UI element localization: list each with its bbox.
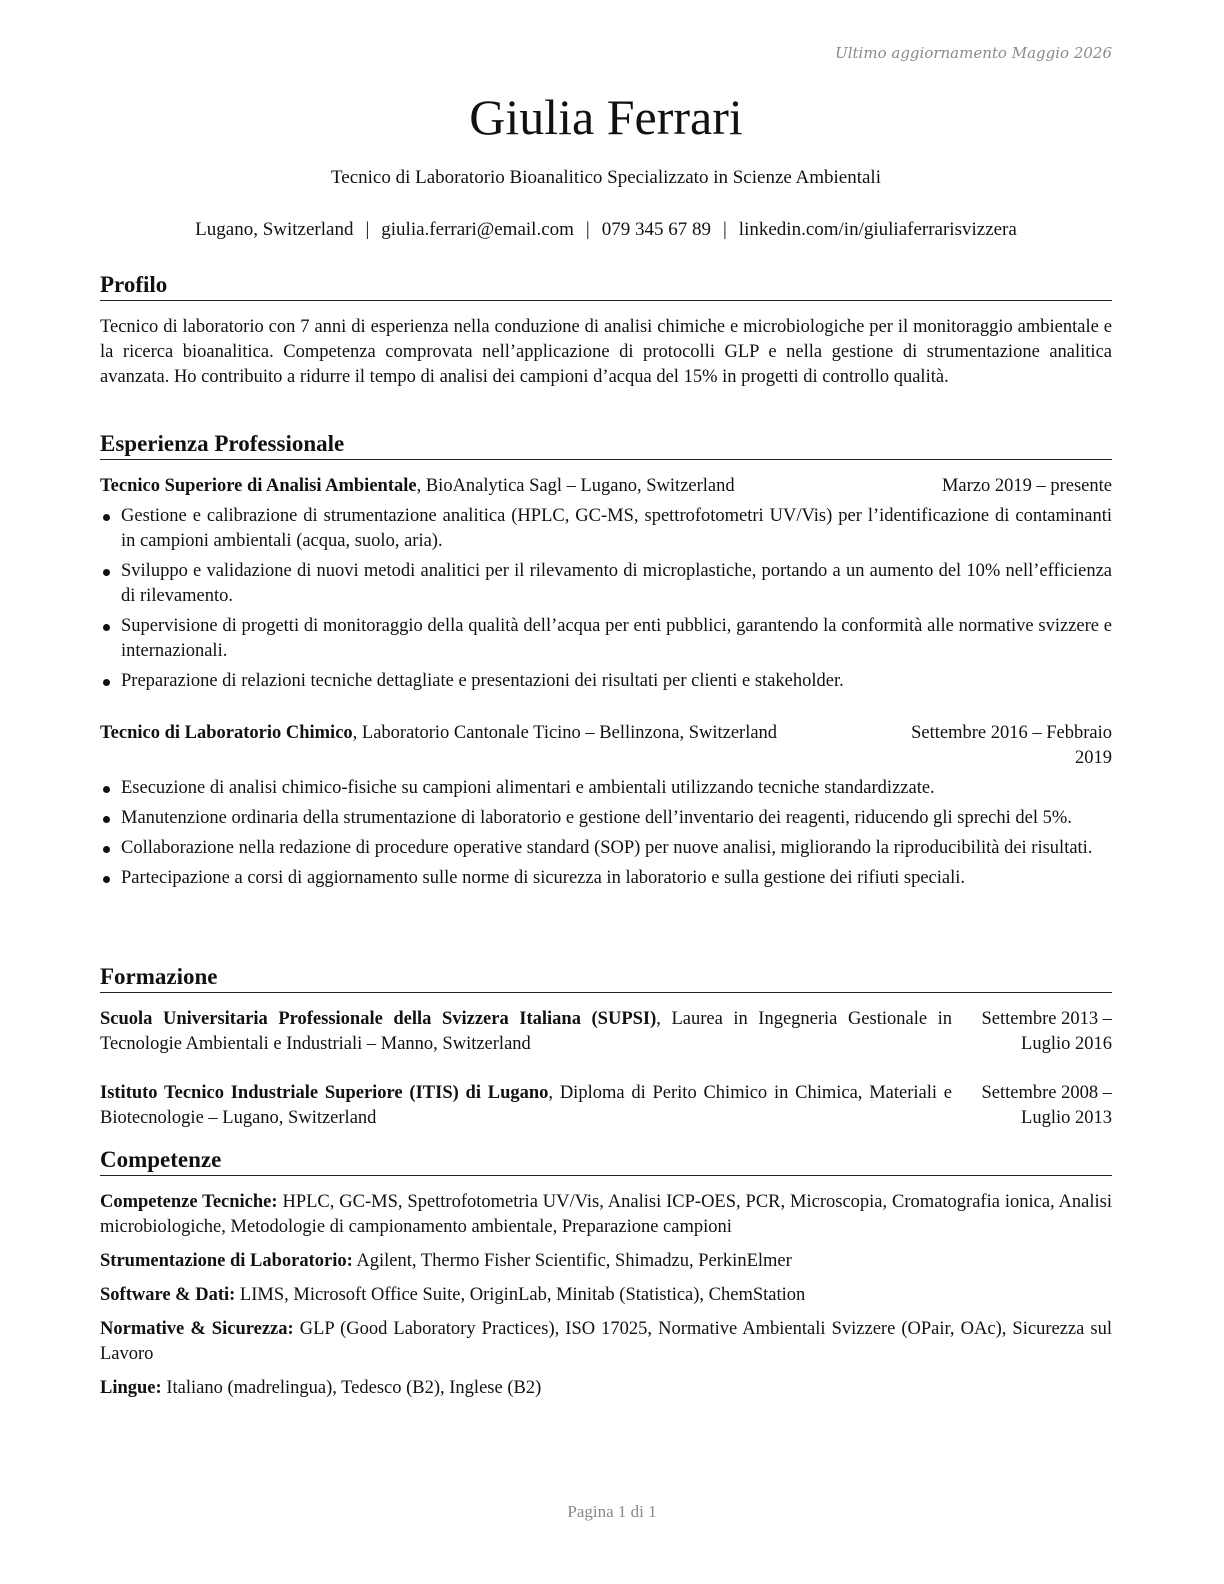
contact-phone: 079 345 67 89 — [601, 219, 711, 240]
section-title-experience: Esperienza Professionale — [100, 430, 1112, 460]
bullet-text: Collaborazione nella redazione di procedure operative standard (SOP) per nuove analisi, migliorando la riproducibilità dei risultati. — [121, 838, 1093, 858]
contact-separator: | — [722, 219, 727, 240]
job-header — [100, 721, 1112, 771]
list-item — [100, 806, 1112, 831]
skill-label: Lingue: — [100, 1378, 162, 1398]
skills-section — [100, 1146, 1112, 1401]
bullet-text: Partecipazione a corsi di aggiornamento sulle norme di sicurezza in laboratorio e sulla gestione dei rifiuti speciali. — [121, 868, 966, 888]
skill-row — [100, 1249, 1112, 1274]
section-title-skills: Competenze — [100, 1146, 1112, 1176]
bullet-text: Manutenzione ordinaria della strumentazione di laboratorio e gestione dell’inventario dei reagenti, riducendo gli sprechi del 5%. — [121, 808, 1072, 828]
list-item — [100, 559, 1112, 609]
bullet-icon — [103, 569, 110, 576]
profile-text: Tecnico di laboratorio con 7 anni di esperienza nella conduzione di analisi chimiche e microbiologiche per il monitoraggio ambientale e la ricerca bioanalitica. Competenza comprovata nell’applicazione di protocolli GLP e nella gestione di strumentazione analitica avanzata. Ho contribuito a ridurre il tempo di analisi dei campioni d’acqua del 15% in progetti di controllo qualità. — [100, 317, 1112, 387]
education-school: Istituto Tecnico Industriale Superiore (ITIS) di Lugano — [100, 1083, 549, 1103]
list-item — [100, 866, 1112, 891]
section-title-profile: Profilo — [100, 271, 1112, 301]
list-item — [100, 776, 1112, 801]
bullet-text: Preparazione di relazioni tecniche dettagliate e presentazioni dei risultati per clienti e stakeholder. — [121, 671, 844, 691]
contact-separator: | — [365, 219, 370, 240]
section-title-education: Formazione — [100, 963, 1112, 993]
job-bullets — [100, 504, 1112, 694]
experience-section — [100, 430, 1112, 891]
education-entry — [100, 1081, 1112, 1131]
skill-value: GLP (Good Laboratory Practices), ISO 17025, Normative Ambientali Svizzere (OPair, OAc), Sicurezza sul Lavoro — [100, 1319, 1112, 1364]
education-school: Scuola Universitaria Professionale della Svizzera Italiana (SUPSI) — [100, 1009, 657, 1029]
bullet-icon — [103, 786, 110, 793]
education-entry — [100, 1007, 1112, 1057]
list-item — [100, 836, 1112, 861]
education-dates: Settembre 2008 – Luglio 2013 — [981, 1083, 1112, 1128]
skill-value: LIMS, Microsoft Office Suite, OriginLab, Minitab (Statistica), ChemStation — [235, 1285, 806, 1305]
skill-value: Italiano (madrelingua), Tedesco (B2), Inglese (B2) — [161, 1378, 542, 1398]
skill-value: HPLC, GC-MS, Spettrofotometria UV/Vis, Analisi ICP-OES, PCR, Microscopia, Cromatografia ionica, Analisi microbiologiche, Metodologie di campionamento ambientale, Preparazione campioni — [100, 1192, 1112, 1237]
list-item — [100, 614, 1112, 664]
job-bullets — [100, 776, 1112, 891]
tagline: Tecnico di Laboratorio Bioanalitico Specializzato in Scienze Ambientali — [330, 167, 881, 188]
skill-value: Agilent, Thermo Fisher Scientific, Shimadzu, PerkinElmer — [352, 1251, 792, 1271]
skill-row — [100, 1317, 1112, 1367]
bullet-icon — [103, 876, 110, 883]
skill-label: Software & Dati: — [100, 1285, 236, 1305]
bullet-icon — [103, 624, 110, 631]
education-section — [100, 963, 1112, 1131]
skill-row — [100, 1190, 1112, 1240]
job-role: Tecnico Superiore di Analisi Ambientale — [100, 476, 417, 496]
bullet-icon — [103, 816, 110, 823]
job-dates: Marzo 2019 – presente — [941, 476, 1112, 496]
education-dates: Settembre 2013 – Luglio 2016 — [981, 1009, 1112, 1054]
education-details: , Diploma di Perito Chimico in Chimica, Materiali e Biotecnologie – Lugano, Switzerland — [100, 1083, 952, 1128]
bullet-text: Esecuzione di analisi chimico-fisiche su campioni alimentari e ambientali utilizzando tecniche standardizzate. — [121, 778, 935, 798]
list-item — [100, 504, 1112, 554]
job-header — [100, 474, 1112, 499]
profile-section — [100, 271, 1112, 390]
job-organization: , Laboratorio Cantonale Ticino – Bellinzona, Switzerland — [352, 723, 778, 743]
contact-line — [100, 219, 1112, 241]
candidate-name: Giulia Ferrari — [469, 89, 743, 145]
bullet-icon — [103, 679, 110, 686]
contact-separator: | — [585, 219, 590, 240]
job-title-line — [100, 721, 777, 746]
last-updated: Ultimo aggiornamento Maggio 2026 — [835, 44, 1112, 62]
skill-label: Competenze Tecniche: — [100, 1192, 278, 1212]
education-description — [100, 1007, 952, 1057]
list-item — [100, 669, 1112, 694]
education-details: , Laurea in Ingegneria Gestionale in Tecnologie Ambientali e Industriali – Manno, Switzerland — [100, 1009, 952, 1054]
job-entry — [100, 721, 1112, 891]
bullet-icon — [103, 514, 110, 521]
contact-linkedin[interactable]: linkedin.com/in/giuliaferrarisvizzera — [738, 219, 1017, 240]
job-entry — [100, 474, 1112, 694]
job-dates: Settembre 2016 – Febbraio 2019 — [911, 723, 1112, 768]
page-number: Pagina 1 di 1 — [567, 1502, 657, 1521]
bullet-text: Supervisione di progetti di monitoraggio della qualità dell’acqua per enti pubblici, garantendo la conformità alle normative svizzere e internazionali. — [121, 616, 1112, 661]
job-role: Tecnico di Laboratorio Chimico — [100, 723, 353, 743]
skill-label: Strumentazione di Laboratorio: — [100, 1251, 353, 1271]
bullet-icon — [103, 846, 110, 853]
skill-row — [100, 1376, 1112, 1401]
job-title-line — [100, 474, 735, 499]
bullet-text: Gestione e calibrazione di strumentazione analitica (HPLC, GC-MS, spettrofotometri UV/Vis) per l’identificazione di contaminanti in campioni ambientali (acqua, suolo, aria). — [121, 506, 1112, 551]
skill-label: Normative & Sicurezza: — [100, 1319, 294, 1339]
contact-location: Lugano, Switzerland — [195, 219, 354, 240]
bullet-text: Sviluppo e validazione di nuovi metodi analitici per il rilevamento di microplastiche, portando a un aumento del 10% nell’efficienza di rilevamento. — [121, 561, 1112, 606]
education-description — [100, 1081, 952, 1131]
skill-row — [100, 1283, 1112, 1308]
contact-email[interactable]: giulia.ferrari@email.com — [381, 219, 574, 240]
job-organization: , BioAnalytica Sagl – Lugano, Switzerland — [416, 476, 735, 496]
